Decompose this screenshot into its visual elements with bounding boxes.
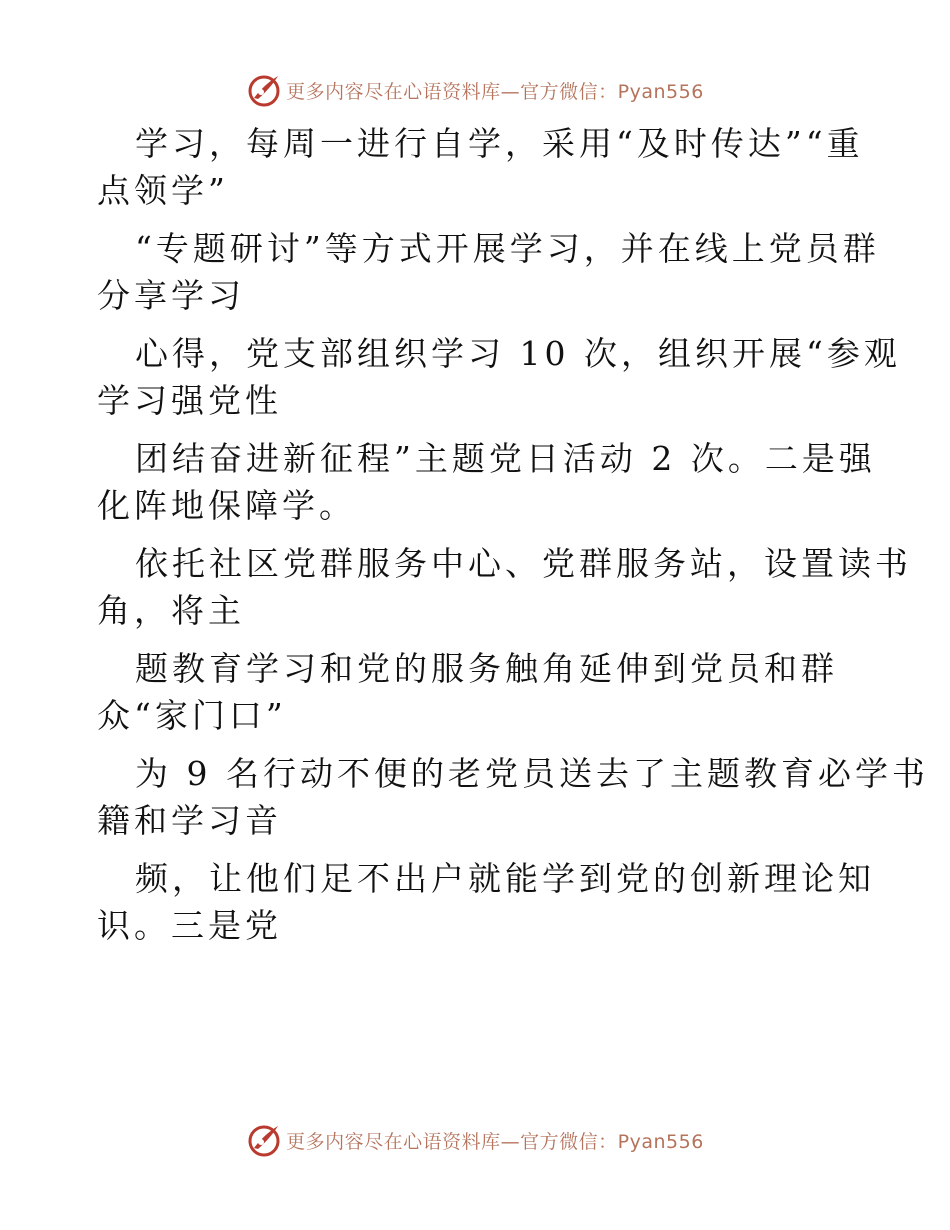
text-line: 为 9 名行动不便的老党员送去了主题教育必学书 [135, 754, 929, 793]
quill-pen-logo-icon [246, 72, 282, 108]
paragraph [97, 855, 875, 949]
paragraph [97, 120, 864, 214]
text-line: 众“家门口” [97, 696, 287, 735]
paragraph [97, 540, 912, 634]
footer-watermark [0, 1120, 950, 1160]
text-line: 依托社区党群服务中心、党群服务站，设置读书 [135, 544, 912, 583]
text-line: 团结奋进新征程”主题党日活动 2 次。二是强 [135, 439, 876, 478]
paragraph [97, 225, 880, 319]
text-line: 学习强党性 [97, 381, 282, 420]
paragraph [97, 330, 901, 424]
watermark-text: 更多内容尽在心语资料库—官方微信：Pyan556 [286, 1130, 704, 1153]
paragraph [97, 435, 876, 529]
text-line: 角，将主 [97, 591, 245, 630]
paragraph [97, 750, 929, 844]
quill-pen-logo-icon [246, 1122, 282, 1158]
text-line: 籍和学习音 [97, 801, 282, 840]
text-line: 频，让他们足不出户就能学到党的创新理论知 [135, 859, 875, 898]
text-line: 化阵地保障学。 [97, 486, 356, 525]
text-line: 题教育学习和党的服务触角延伸到党员和群 [135, 649, 838, 688]
header-watermark [0, 70, 950, 110]
paragraph [97, 645, 857, 739]
text-line: 学习，每周一进行自学，采用“及时传达”“重 [135, 124, 864, 163]
text-line: 点领学” [97, 171, 229, 210]
text-line: 识。三是党 [97, 906, 282, 945]
document-body [97, 120, 929, 960]
text-line: 分享学习 [97, 276, 245, 315]
text-line: 心得，党支部组织学习 10 次，组织开展“参观 [135, 334, 901, 373]
text-line: “专题研讨”等方式开展学习，并在线上党员群 [135, 229, 880, 268]
watermark-text: 更多内容尽在心语资料库—官方微信：Pyan556 [286, 80, 704, 103]
